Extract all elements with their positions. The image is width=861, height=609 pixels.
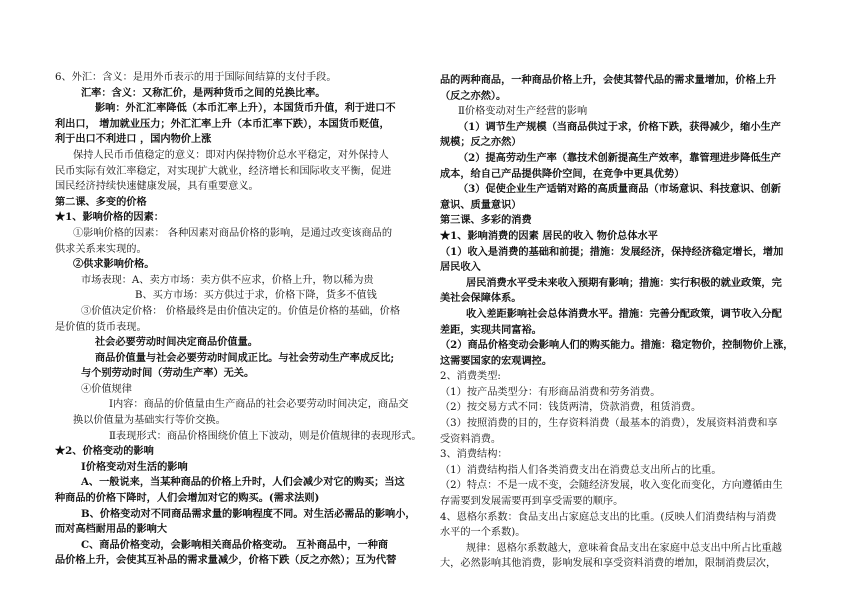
text-line: 受资料消费。 — [440, 433, 502, 445]
text-line: （2）特点：不是一成不变，会随经济发展，收入变化而变化，方向遵循由生 — [440, 480, 783, 492]
text-line: （1）按产品类型分：有形商品消费和劳务消费。 — [440, 386, 661, 398]
text-line: Ⅰ内容：商品的价值量由生产商品的社会必要劳动时间决定，商品交 — [109, 399, 409, 411]
text-line: 品的两种商品，一种商品价格上升，会使其替代品的需求量增加，价格上升 — [440, 74, 777, 86]
text-line: 规律：恩格尔系数越大，意味着食品支出在家庭中总支出中所占比重越 — [466, 542, 782, 554]
text-line: 社会必要劳动时间决定商品价值量。 — [95, 336, 258, 349]
text-line: 是价值的货币表现。 — [55, 321, 147, 333]
text-line: ★2、价格变动的影响 — [55, 445, 154, 458]
text-line: 第三课、多彩的消费 — [440, 214, 532, 227]
text-line: ④价值规律 — [81, 383, 132, 395]
text-line: B、买方市场：买方供过于求，价格下降，货多不值钱 — [135, 290, 377, 302]
text-line: 大，必然影响其他消费，影响发展和享受资料消费的增加，限制消费层次， — [440, 558, 777, 570]
text-line: （反之亦然）。 — [440, 89, 507, 102]
text-line: （1）消费结构指人们各类消费支出在消费总支出所占的比重。 — [440, 464, 722, 476]
text-line: Ⅰ价格变动对生活的影响 — [81, 460, 188, 473]
text-line: Ⅱ表现形式：商品价格围绕价值上下波动，则是价值规律的表现形式。 — [109, 430, 422, 442]
text-line: 市场表现：A、卖方市场：卖方供不应求，价格上升，物以稀为贵 — [81, 274, 374, 286]
text-line: 差距，实现共同富裕。 — [440, 323, 542, 336]
text-line: 居民消费水平受未来收入预期有影响；措施：实行积极的就业政策，完 — [466, 276, 782, 289]
text-line: ★1、影响消费的因素 居民的收入 物价总体水平 — [440, 229, 658, 242]
text-line: 国民经济持续快速健康发展，具有重要意义。 — [55, 181, 259, 193]
text-line: 品价格上升，会使其互补品的需求量减少，价格下跌（反之亦然）；互为代替 — [55, 554, 397, 567]
text-line: ★1、影响价格的因素： — [55, 211, 164, 224]
text-line: 而对高档耐用品的影响大 — [55, 523, 168, 536]
text-line: 4、恩格尔系数：食品支出占家庭总支出的比重。(反映人们消费结构与消费 — [440, 511, 777, 523]
text-line: 种商品的价格下降时，人们会增加对它的购买。(需求法则) — [55, 492, 320, 505]
text-line: B、价格变动对不同商品需求量的影响程度不同。对生活必需品的影响小， — [81, 507, 416, 520]
text-line: 存需要到发展需要再到享受需要的顺序。 — [440, 496, 624, 508]
text-line: 利于出口不利进口 ，国内物价上涨 — [55, 133, 212, 146]
text-line: 第二课、多变的价格 — [55, 195, 147, 208]
text-line: 换以价值量为基础实行等价交换。 — [73, 415, 226, 427]
text-line: （2）按交易方式不同：钱货两清，贷款消费，租赁消费。 — [440, 402, 702, 414]
text-line: ③价值决定价格： 价格最终是由价值决定的。价值是价格的基础，价格 — [81, 305, 401, 317]
text-line: 这需要国家的宏观调控。 — [440, 354, 553, 367]
text-line: 规模；反之亦然） — [440, 136, 522, 149]
text-line: 与个别劳动时间（劳动生产率）无关。 — [81, 367, 255, 380]
text-line: A、一般说来，当某种商品的价格上升时，人们会减少对它的购买；当这 — [81, 476, 405, 489]
text-line: 影响：外汇汇率降低（本币汇率上升），本国货币升值，利于进口不 — [95, 102, 396, 115]
text-line: C、商品价格变动，会影响相关商品价格变动。 互补商品中，一种商 — [81, 538, 389, 551]
text-line: 供求关系来实现的。 — [55, 243, 147, 255]
right-column — [440, 73, 810, 572]
text-line: 6、外汇：含义：是用外币表示的用于国际间结算的支付手段。 — [55, 72, 337, 83]
text-line: 成本，给自己产品提供降价空间，在竞争中更具优势） — [440, 167, 685, 180]
text-line: （1）调节生产规模（当商品供过于求，价格下跌，获得减少，缩小生产 — [458, 120, 781, 133]
text-line: ①影响价格的因素： 各种因素对商品价格的影响，是通过改变该商品的 — [73, 227, 393, 239]
text-line: 汇率：含义：又称汇价，是两种货币之间的兑换比率。 — [81, 86, 326, 99]
text-line: 3、消费结构： — [440, 449, 508, 461]
text-line: 保持人民币币值稳定的意义：即对内保持物价总水平稳定，对外保持人 — [73, 149, 389, 161]
text-line: 收入差距影响社会总体消费水平。措施：完善分配政策，调节收入分配 — [466, 307, 782, 320]
text-line: （2）商品价格变动会影响人们的购买能力。措施：稳定物价，控制物价上涨， — [440, 339, 794, 352]
text-line: （1）收入是消费的基础和前提；措施：发展经济，保持经济稳定增长，增加 — [440, 245, 784, 258]
text-line: 居民收入 — [440, 261, 481, 274]
text-line: （3）按照消费的目的，生存资料消费（最基本的消费），发展资料消费和享 — [440, 418, 778, 430]
text-line: 利出口， 增加就业压力；外汇汇率上升（本币汇率下跌），本国货币贬值， — [55, 117, 390, 130]
text-line: ②供求影响价格。 — [73, 258, 155, 271]
text-line: 民币实际有效汇率稳定，对实现扩大就业，经济增长和国际收支平衡，促进 — [55, 165, 392, 177]
text-line: 2、消费类型: — [440, 371, 501, 383]
text-line: Ⅱ价格变动对生产经营的影响 — [458, 106, 588, 118]
text-line: 商品价值量与社会必要劳动时间成正比。与社会劳动生产率成反比; — [95, 351, 395, 364]
text-line: 意识、质量意识） — [440, 198, 522, 211]
text-line: 水平的一个系数)。 — [440, 527, 526, 539]
text-line: （2）提高劳动生产率（靠技术创新提高生产效率，靠管理进步降低生产 — [458, 151, 781, 164]
text-line: 美社会保障体系。 — [440, 292, 522, 305]
text-line: （3）促使企业生产适销对路的高质量商品（市场意识、科技意识、创新 — [458, 183, 781, 196]
left-column — [55, 70, 430, 569]
